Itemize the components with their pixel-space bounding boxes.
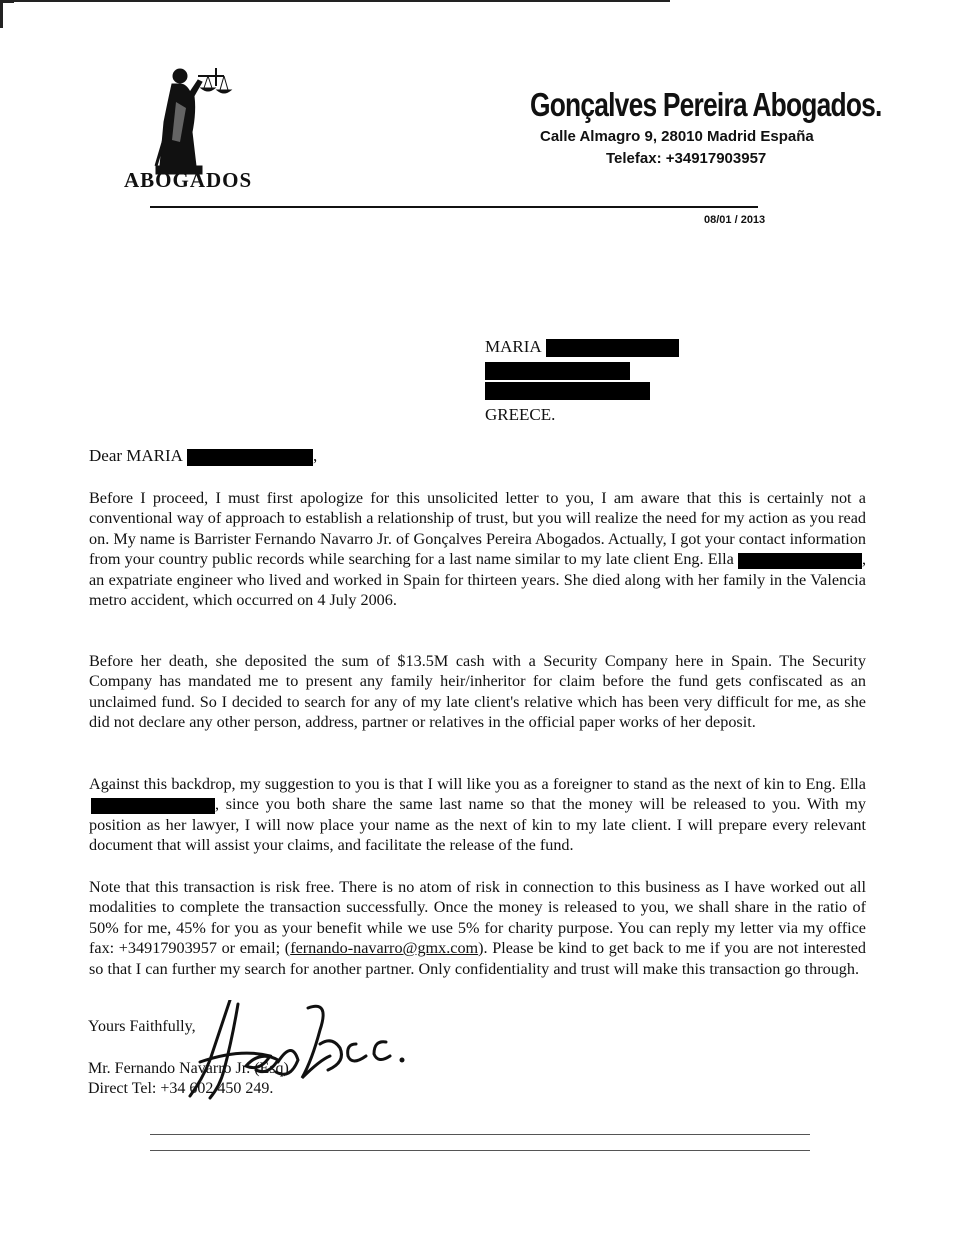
logo-caption: ABOGADOS [124,168,253,192]
redaction-address-line2 [485,382,650,400]
paragraph-3 [89,774,866,856]
firm-name: Gonçalves Pereira Abogados. [530,86,882,123]
p3-text-before: Against this backdrop, my suggestion to you is that I will like you as a foreigner to stand as the next of kin to Eng. Ella [89,775,866,793]
p4-text-after: ). Please be kind to get back to me if you are not interested so that I can further my search for another partner. Only confidentiality and trust will make this transaction go through. [89,939,867,978]
salutation-prefix: Dear MARIA [89,446,183,465]
redaction-salutation-surname [187,449,313,466]
email-link[interactable]: fernando-navarro@gmx.com [290,939,479,958]
redaction-address-line1 [485,362,630,380]
footer-rule-top [150,1134,810,1135]
p2-text: Before her death, she deposited the sum of $13.5M cash with a Security Company here in Spain. The Security Company has mandated me to present any family heir/inheritor for claim before the fund gets confiscated as an unclaimed fund. So I decided to search for any of my late client's relative which has been very difficult for me, as she did not declare any other person, address, partner or relatives in the official paper works of her deposit. [89,652,866,732]
direct-telephone: Direct Tel: +34 602 450 249. [88,1080,274,1097]
valediction: Yours Faithfully, [88,1018,196,1035]
paragraph-4 [89,877,866,979]
firm-address: Calle Almagro 9, 28010 Madrid España [540,128,814,145]
p3-text-after: , since you both share the same last name so that the money will be released to you. With my position as her lawyer, I will now place your name as the next of kin to my late client. I will prepare every relevant document that will assist your claims, and facilitate the release of the fund. [89,795,866,855]
recipient-country: GREECE. [485,405,556,424]
redaction-client-surname-1 [738,553,862,569]
redaction-surname [546,339,679,357]
p4-text-before: Note that this transaction is risk free. There is no atom of risk in connection to this business as I have worked out all modalities to complete the transaction successfully. Once the money is released to you, we shall share in the ratio of 50% for me, 45% for you as your benefit while we use 5% for charity purpose. You can reply my letter via my office fax: +34917903957 or email; ( [89,878,866,958]
letter-date: 08/01 / 2013 [704,214,766,226]
handwritten-signature-icon [180,1000,420,1100]
p1-text-before: Before I proceed, I must first apologize for this unsolicited letter to you, I am aware that this is certainly not a conventional way of approach to establish a relationship of trust, but you will realize the need for my action as you read on. My name is Barrister Fernando Navarro Jr. of Gonçalves Pereira Abogados. Actually, I got your contact information from your country public records while searching for a last name similar to my late client Eng. Ella [89,489,866,569]
footer-rule-bottom [150,1150,810,1151]
scan-corner [0,0,14,3]
scan-edge-left [0,0,3,28]
salutation [89,446,317,466]
redaction-client-surname-2 [91,798,215,814]
salutation-suffix: , [312,446,318,465]
paragraph-2 [89,651,866,733]
firm-telefax: Telefax: +34917903957 [606,150,767,167]
recipient-name-line [485,337,679,357]
lady-justice-logo-icon [150,62,250,182]
header-rule [150,206,758,208]
scan-edge-top [10,0,670,2]
signer-name: Mr. Fernando Navarro Jr. (Esq). [88,1060,293,1077]
p1-text-after: , an expatriate engineer who lived and worked in Spain for thirteen years. She died along with her family in the Valencia metro accident, which occurred on 4 July 2006. [89,550,867,610]
paragraph-1 [89,488,866,610]
recipient-name: MARIA [485,337,542,356]
